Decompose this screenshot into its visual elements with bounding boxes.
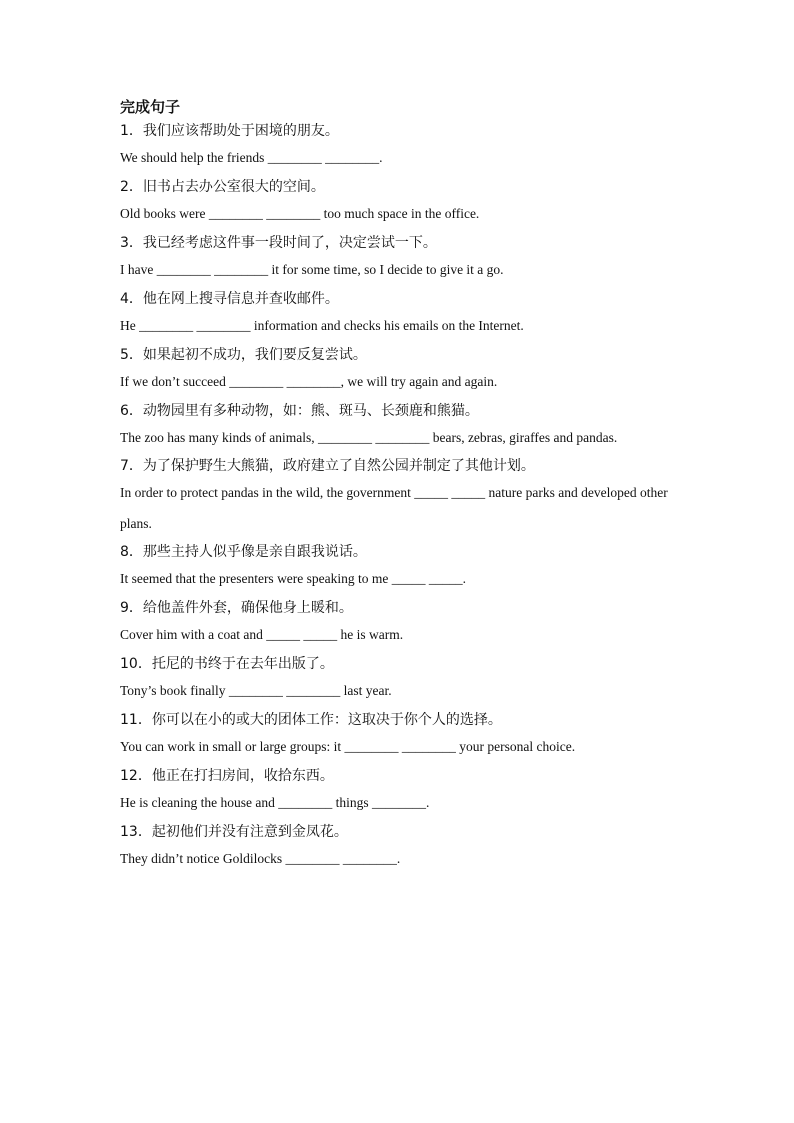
english-sentence: Tony’s book finally ________ ________ last year. <box>120 683 392 698</box>
chinese-sentence: 11．你可以在小的或大的团体工作：这取决于你个人的选择。 <box>120 712 502 728</box>
list-item <box>120 290 680 336</box>
list-item <box>120 655 680 701</box>
chinese-sentence: 5．如果起初不成功，我们要反复尝试。 <box>120 347 367 363</box>
list-item <box>120 234 680 280</box>
sentence-list <box>120 122 680 879</box>
english-sentence: If we don’t succeed ________ ________, we will try again and again. <box>120 374 498 389</box>
chinese-sentence: 7．为了保护野生大熊猫，政府建立了自然公园并制定了其他计划。 <box>120 458 535 474</box>
english-sentence: Old books were ________ ________ too much space in the office. <box>120 206 480 221</box>
chinese-sentence: 1．我们应该帮助处于困境的朋友。 <box>120 123 339 139</box>
chinese-sentence: 6．动物园里有多种动物，如：熊、斑马、长颈鹿和熊猫。 <box>120 403 479 419</box>
list-item <box>120 122 680 168</box>
chinese-sentence: 4．他在网上搜寻信息并查收邮件。 <box>120 291 339 307</box>
english-sentence: He ________ ________ information and checks his emails on the Internet. <box>120 318 524 333</box>
english-sentence: They didn’t notice Goldilocks ________ ________. <box>120 851 401 866</box>
english-sentence: It seemed that the presenters were speaking to me _____ _____. <box>120 571 467 586</box>
chinese-sentence: 13．起初他们并没有注意到金凤花。 <box>120 824 348 840</box>
list-item <box>120 823 680 869</box>
list-item <box>120 599 680 645</box>
english-sentence: You can work in small or large groups: it ________ ________ your personal choice. <box>120 739 576 754</box>
english-sentence: I have ________ ________ it for some time, so I decide to give it a go. <box>120 262 504 277</box>
chinese-sentence: 10．托尼的书终于在去年出版了。 <box>120 656 334 672</box>
chinese-sentence: 3．我已经考虑这件事一段时间了，决定尝试一下。 <box>120 235 437 251</box>
section-title: 完成句子 <box>120 98 181 116</box>
english-sentence: The zoo has many kinds of animals, ________ ________ bears, zebras, giraffes and pandas. <box>120 430 618 445</box>
list-item <box>120 178 680 224</box>
chinese-sentence: 9．给他盖件外套，确保他身上暖和。 <box>120 600 353 616</box>
english-sentence: He is cleaning the house and ________ things ________. <box>120 795 430 810</box>
chinese-sentence: 12．他正在打扫房间，收拾东西。 <box>120 768 334 784</box>
list-item <box>120 711 680 757</box>
list-item <box>120 457 680 539</box>
english-sentence: In order to protect pandas in the wild, the government _____ _____ nature parks and developed other plans. <box>120 485 668 531</box>
english-sentence: Cover him with a coat and _____ _____ he is warm. <box>120 627 404 642</box>
list-item <box>120 402 680 453</box>
list-item <box>120 543 680 589</box>
chinese-sentence: 2．旧书占去办公室很大的空间。 <box>120 179 325 195</box>
chinese-sentence: 8．那些主持人似乎像是亲自跟我说话。 <box>120 544 367 560</box>
english-sentence: We should help the friends ________ ________. <box>120 150 383 165</box>
list-item <box>120 346 680 392</box>
list-item <box>120 767 680 813</box>
